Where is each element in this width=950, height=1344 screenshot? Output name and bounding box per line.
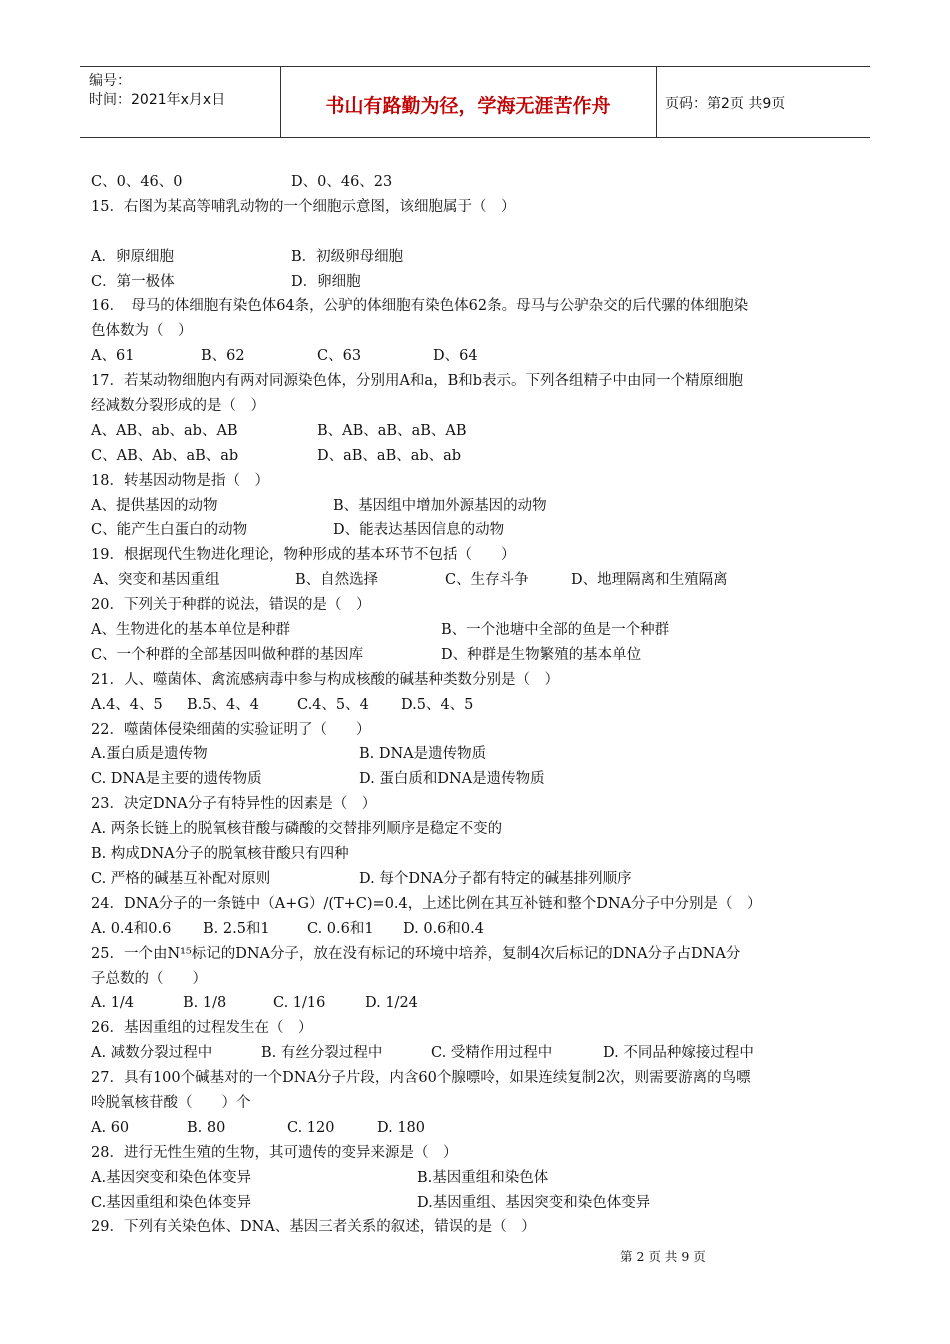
- line-text: B.5、4、4: [187, 696, 259, 713]
- line-text: D. 1/24: [365, 995, 418, 1012]
- text-line: [91, 991, 871, 1016]
- line-text: B．初级卵母细胞: [291, 248, 404, 265]
- text-line: [91, 892, 871, 917]
- text-line: [91, 917, 871, 942]
- text-line: [91, 668, 871, 693]
- line-text: A. 60: [91, 1119, 130, 1136]
- text-line: [91, 245, 871, 270]
- line-text: 20．下列关于种群的说法，错误的是（ ）: [91, 597, 371, 614]
- header-motto: 书山有路勤为径，学海无涯苦作舟: [325, 95, 611, 117]
- text-line: [91, 344, 871, 369]
- text-line: [91, 792, 871, 817]
- line-text: 15．右图为某高等哺乳动物的一个细胞示意图，该细胞属于（ ）: [91, 198, 516, 215]
- line-text: D. 蛋白质和DNA是遗传物质: [359, 771, 545, 788]
- blank-line: [91, 220, 871, 245]
- line-text: B、AB、aB、aB、AB: [317, 422, 467, 439]
- line-text: D、0、46、23: [291, 174, 393, 190]
- line-text: B. 构成DNA分子的脱氧核苷酸只有四种: [91, 846, 349, 863]
- line-text: D. 0.6和0.4: [403, 920, 484, 937]
- line-text: B、62: [201, 348, 245, 365]
- text-line: [91, 369, 871, 394]
- line-text: C. 0.6和1: [307, 920, 374, 937]
- line-text: B. 有丝分裂过程中: [261, 1045, 383, 1062]
- text-line: [91, 817, 871, 842]
- line-text: 25．一个由N¹⁵标记的DNA分子，放在没有标记的环境中培养，复制4次后标记的DNA分子占DNA分: [91, 945, 741, 962]
- line-text: B. 2.5和1: [203, 920, 270, 937]
- line-text: C.基因重组和染色体变异: [91, 1194, 252, 1211]
- line-text: C. 120: [287, 1119, 335, 1136]
- text-line: [91, 593, 871, 618]
- line-text: B、基因组中增加外源基因的动物: [333, 497, 547, 514]
- header-number-label: 编号：: [89, 73, 131, 89]
- text-line: [91, 568, 871, 593]
- text-line: [91, 1191, 871, 1216]
- line-text: C. DNA是主要的遗传物质: [91, 771, 262, 788]
- line-text: C、AB、Ab、aB、ab: [91, 447, 239, 464]
- header-page-label: 页码：第2页 共9页: [665, 96, 786, 112]
- text-line: [91, 1141, 871, 1166]
- text-line: [91, 1066, 871, 1091]
- line-text: 16． 母马的体细胞有染色体64条，公驴的体细胞有染色体62条。母马与公驴杂交的后代骡的体细胞染: [91, 298, 749, 315]
- text-line: [91, 718, 871, 743]
- line-text: C．第一极体: [91, 273, 175, 290]
- header-time-label: 时间：2021年x月x日: [89, 92, 226, 108]
- text-line: [91, 1016, 871, 1041]
- line-text: B. 1/8: [183, 995, 227, 1012]
- text-line: [91, 842, 871, 867]
- text-line: [91, 618, 871, 643]
- text-line: [91, 1116, 871, 1141]
- line-text: A. 1/4: [91, 995, 135, 1012]
- line-text: C. 1/16: [273, 995, 326, 1012]
- line-text: A. 两条长链上的脱氧核苷酸与磷酸的交替排列顺序是稳定不变的: [91, 821, 503, 838]
- line-text: C、生存斗争: [445, 572, 529, 589]
- text-line: [91, 270, 871, 295]
- line-text: 23．决定DNA分子有特异性的因素是（ ）: [91, 796, 377, 813]
- line-text: A. 减数分裂过程中: [91, 1045, 213, 1062]
- line-text: 18．转基因动物是指（ ）: [91, 472, 269, 489]
- line-text: A、61: [91, 348, 135, 365]
- text-line: [91, 469, 871, 494]
- line-text: A.4、4、5: [91, 696, 163, 713]
- text-line: [91, 419, 871, 444]
- text-line: [91, 195, 871, 220]
- line-text: 17．若某动物细胞内有两对同源染色体，分别用A和a，B和b表示。下列各组精子中由同一个精原细胞: [91, 373, 744, 390]
- line-text: A. 0.4和0.6: [91, 920, 172, 937]
- line-text: A、突变和基因重组: [93, 572, 220, 589]
- text-line: [91, 1041, 871, 1066]
- text-line: [91, 319, 871, 344]
- text-line: [91, 1215, 871, 1240]
- line-text: 28．进行无性生殖的生物，其可遗传的变异来源是（ ）: [91, 1144, 458, 1161]
- line-text: D. 每个DNA分子都有特定的碱基排列顺序: [359, 870, 632, 887]
- line-text: 24．DNA分子的一条链中（A+G）/(T+C)=0.4，上述比例在其互补链和整个DNA分子中分别是（ ）: [91, 895, 762, 912]
- line-text: 呤脱氧核苷酸（ ）个: [91, 1094, 251, 1111]
- line-text: A.基因突变和染色体变异: [91, 1169, 252, 1186]
- line-text: D、能表达基因信息的动物: [333, 522, 505, 539]
- line-text: D. 不同品种嫁接过程中: [603, 1045, 754, 1062]
- text-line: [91, 742, 871, 767]
- page-footer: 第 2 页 共 9 页: [620, 1249, 706, 1264]
- line-text: A.蛋白质是遗传物: [91, 746, 208, 763]
- line-text: 21．人、噬菌体、禽流感病毒中参与构成核酸的碱基种类数分别是（ ）: [91, 671, 559, 688]
- text-line: [91, 543, 871, 568]
- text-line: [91, 1091, 871, 1116]
- text-line: [91, 494, 871, 519]
- line-text: 子总数的（ ）: [91, 970, 207, 987]
- line-text: B. 80: [187, 1119, 226, 1136]
- text-line: [91, 294, 871, 319]
- header-meta: [89, 72, 225, 110]
- text-line: [91, 1166, 871, 1191]
- line-text: D. 180: [377, 1119, 426, 1136]
- line-text: B、一个池塘中全部的鱼是一个种群: [441, 622, 670, 639]
- text-line: [91, 767, 871, 792]
- line-text: B、自然选择: [295, 572, 379, 589]
- line-text: D．卵细胞: [291, 273, 361, 290]
- page-header: [80, 66, 870, 138]
- line-text: C.4、5、4: [297, 696, 369, 713]
- line-text: 19．根据现代生物进化理论，物种形成的基本环节不包括（ ）: [91, 547, 516, 564]
- line-text: D、64: [433, 348, 478, 365]
- line-text: 29．下列有关染色体、DNA、基因三者关系的叙述，错误的是（ ）: [91, 1219, 536, 1236]
- line-text: D、aB、aB、ab、ab: [317, 447, 462, 464]
- line-text: A、AB、ab、ab、AB: [91, 422, 238, 439]
- line-text: A．卵原细胞: [91, 248, 174, 265]
- line-text: A、提供基因的动物: [91, 497, 218, 514]
- text-line: [91, 170, 871, 195]
- text-line: [91, 967, 871, 992]
- line-text: 色体数为（ ）: [91, 323, 193, 340]
- line-text: D.基因重组、基因突变和染色体变异: [417, 1194, 651, 1211]
- line-text: D、种群是生物繁殖的基本单位: [441, 646, 642, 663]
- header-divider: [656, 67, 657, 137]
- text-line: [91, 518, 871, 543]
- line-text: 22．噬菌体侵染细菌的实验证明了（ ）: [91, 721, 371, 738]
- line-text: C. 严格的碱基互补配对原则: [91, 870, 271, 887]
- line-text: B. DNA是遗传物质: [359, 746, 487, 763]
- text-line: [91, 444, 871, 469]
- line-text: C. 受精作用过程中: [431, 1045, 553, 1062]
- line-text: A、生物进化的基本单位是种群: [91, 622, 290, 639]
- line-text: B.基因重组和染色体: [417, 1169, 549, 1186]
- line-text: 27．具有100个碱基对的一个DNA分子片段，内含60个腺嘌呤，如果连续复制2次，则需要游离的鸟嘌: [91, 1070, 751, 1087]
- line-text: 26．基因重组的过程发生在（ ）: [91, 1020, 313, 1037]
- text-line: [91, 643, 871, 668]
- line-text: C、能产生白蛋白的动物: [91, 522, 248, 539]
- line-text: 经减数分裂形成的是（ ）: [91, 398, 265, 415]
- line-text: C、一个种群的全部基因叫做种群的基因库: [91, 646, 364, 663]
- line-text: D.5、4、5: [401, 696, 474, 713]
- line-text: D、地理隔离和生殖隔离: [571, 572, 728, 589]
- text-line: [91, 394, 871, 419]
- text-line: [91, 867, 871, 892]
- line-text: C、63: [317, 348, 362, 365]
- text-line: [91, 693, 871, 718]
- text-line: [91, 942, 871, 967]
- question-list: [91, 170, 871, 1240]
- line-text: C、0、46、0: [91, 174, 183, 190]
